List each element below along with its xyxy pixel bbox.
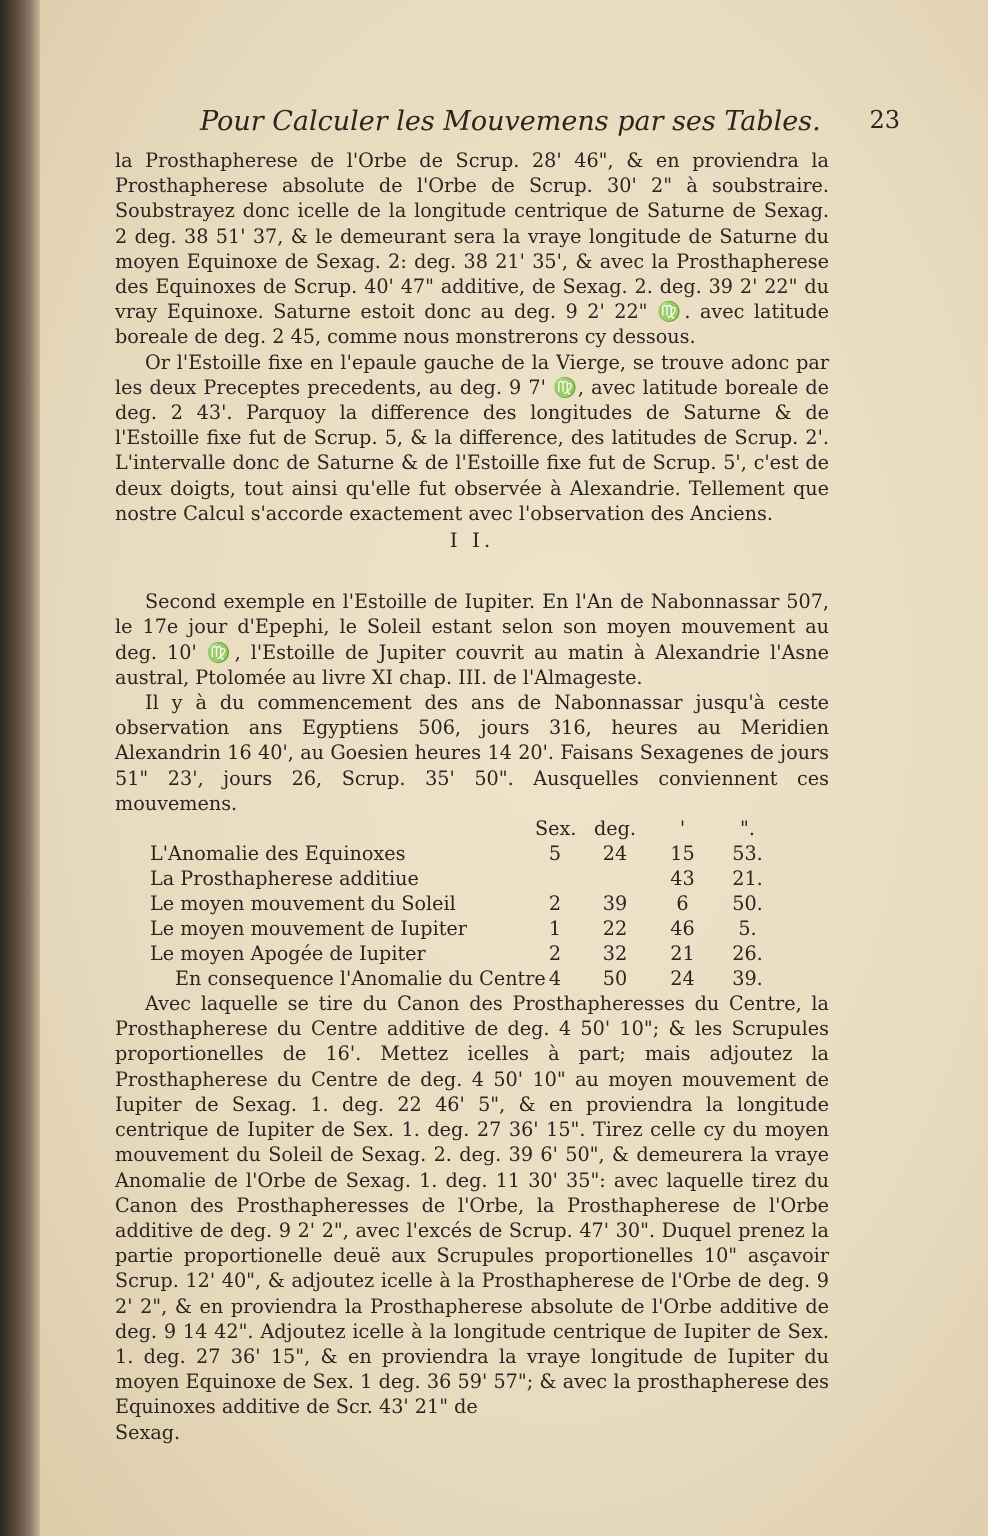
book-page (40, 0, 988, 1536)
cell-deg: 22 (602, 917, 628, 941)
cell-sex: 2 (548, 942, 562, 966)
paragraph: la Prosthapherese de l'Orbe de Scrup. 28' 46", & en proviendra la Prosthapherese absolute de l'Orbe de Scrup. 30' 2" à soubstraire. Soubstrayez donc icelle de la longitude centrique de Saturne de Sexag. 2 deg. 38 51' 37, & le demeurant sera la vraye longitude de Saturne du moyen Equinoxe de Sexag. 2: deg. 38 21' 35', & avec la Prosthapherese des Equinoxes de Scrup. 40' 47" additive, de Sexag. 2. deg. 39 2' 22" du vray Equinoxe. Saturne estoit donc au deg. 9 2' 22" ♍. avec latitude boreale de deg. 2 45, comme nous monstrerons cy dessous. (115, 149, 829, 349)
cell-sec: 21. (732, 867, 763, 891)
row-label: L'Anomalie des Equinoxes (150, 842, 406, 866)
book-spine-shadow (0, 0, 40, 1536)
cell-min: 43 (670, 867, 695, 891)
cell-sex: 2 (548, 892, 562, 916)
col-header-sex: Sex. (535, 817, 577, 841)
running-title: Pour Calculer les Mouvemens par ses Tables. (200, 106, 821, 137)
table-row (115, 891, 829, 916)
table-row (115, 941, 829, 966)
col-header-deg: deg. (593, 817, 637, 841)
row-label: Le moyen Apogée de Iupiter (150, 942, 426, 966)
cell-sex: 4 (548, 967, 562, 991)
col-header-sec: ". (740, 817, 755, 841)
row-label: En consequence l'Anomalie du Centre (175, 967, 546, 991)
cell-sex: 1 (548, 917, 562, 941)
running-header (200, 106, 900, 146)
paragraph: Second exemple en l'Estoille de Iupiter. En l'An de Nabonnassar 507, le 17e jour d'Epephi, le Soleil estant selon son moyen mouvement au deg. 10' ♍, l'Estoille de Jupiter couvrit au matin à Alexandrie l'Asne austral, Ptolomée au livre XI chap. III. de l'Almageste. (115, 590, 829, 689)
table-header (115, 816, 829, 841)
table-row (115, 916, 829, 941)
cell-sec: 39. (732, 967, 763, 991)
cell-min: 46 (670, 917, 695, 941)
row-label: La Prosthapherese additiue (150, 867, 419, 891)
cell-min: 21 (670, 942, 695, 966)
table-row (115, 966, 829, 991)
section-heading: I I. (449, 528, 495, 553)
table-row (115, 866, 829, 891)
cell-deg: 24 (602, 842, 628, 866)
row-label: Le moyen mouvement de Iupiter (150, 917, 467, 941)
cell-sec: 53. (732, 842, 763, 866)
table-row (115, 841, 829, 866)
body-text (115, 148, 829, 1445)
cell-deg: 50 (602, 967, 628, 991)
row-label: Le moyen mouvement du Soleil (150, 892, 456, 916)
cell-deg: 32 (602, 942, 628, 966)
paragraph: Or l'Estoille fixe en l'epaule gauche de la Vierge, se trouve adonc par les deux Preceptes precedents, au deg. 9 7' ♍, avec latitude boreale de deg. 2 43'. Parquoy la difference des longitudes de Saturne & de l'Estoille fixe fut de Scrup. 5, & la difference, des latitudes de Scrup. 2'. L'intervalle donc de Saturne & de l'Estoille fixe fut de Scrup. 5', c'est de deux doigts, tout ainsi qu'elle fut observée à Alexandrie. Tellement que nostre Calcul s'accorde exactement avec l'observation des Anciens. (115, 350, 829, 525)
page-number: 23 (869, 106, 900, 134)
catchword: Sexag. (115, 1420, 181, 1444)
cell-min: 15 (670, 842, 695, 866)
paragraph: Il y à du commencement des ans de Nabonnassar jusqu'à ceste observation ans Egyptiens 506, jours 316, heures au Meridien Alexandrin 16 40', au Goesien heures 14 20'. Faisans Sexagenes de jours 51" 23', jours 26, Scrup. 35' 50". Ausquelles conviennent ces mouvemens. (115, 691, 829, 815)
cell-sex: 5 (548, 842, 562, 866)
cell-deg: 39 (602, 892, 628, 916)
cell-min: 6 (676, 892, 689, 916)
cell-min: 24 (670, 967, 695, 991)
cell-sec: 26. (732, 942, 763, 966)
col-header-min: ' (679, 817, 686, 841)
cell-sec: 50. (732, 892, 763, 916)
paragraph: Avec laquelle se tire du Canon des Prosthapheresses du Centre, la Prosthapherese du Centre additive de deg. 4 50' 10"; & les Scrupules proportionelles de 16'. Mettez icelles à part; mais adjoutez la Prosthapherese du Centre de deg. 4 50' 10" au moyen mouvement de Iupiter de Sexag. 1. deg. 22 46' 5", & en proviendra la longitude centrique de Iupiter de Sex. 1. deg. 27 36' 15". Tirez celle cy du moyen mouvement du Soleil de Sexag. 2. deg. 39 6' 50", & demeurera la vraye Anomalie de l'Orbe de Sexag. 1. deg. 11 30' 35": avec laquelle tirez du Canon des Prosthapheresses de l'Orbe, la Prosthapherese de l'Orbe additive de deg. 9 2' 2", avec l'excés de Scrup. 47' 30". Duquel prenez la partie proportionelle deuë aux Scrupules proportionelles 10" asçavoir Scrup. 12' 40", & adjoutez icelle à la Prosthapherese de l'Orbe de deg. 9 2' 2", & en proviendra la Prosthapherese absolute de l'Orbe additive de deg. 9 14 42". Adjoutez icelle à la longitude centrique de Iupiter de Sex. 1. deg. 27 36' 15", & en proviendra la vraye longitude de Iupiter du moyen Equinoxe de Sex. 1 deg. 36 59' 57"; & avec la prosthapherese des Equinoxes additive de Scr. 43' 21" de (115, 992, 829, 1419)
cell-sec: 5. (738, 917, 757, 941)
